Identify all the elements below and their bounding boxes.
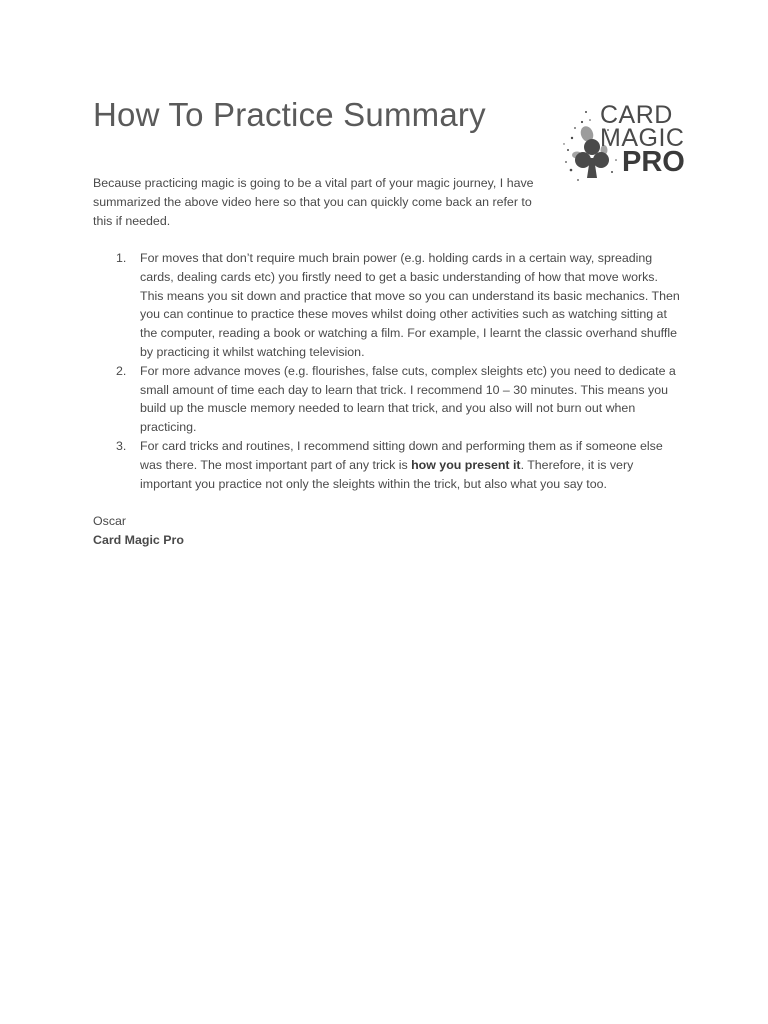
list-item xyxy=(93,362,683,437)
list-item-text-end: . Therefore, it is very important you practice not only the sleights within the trick, but also what you say too. xyxy=(140,457,634,491)
list-item xyxy=(93,249,683,362)
logo-text-magic: MAGIC xyxy=(600,124,685,152)
list-item xyxy=(93,437,683,493)
list-item-text xyxy=(140,439,663,491)
practice-steps-list xyxy=(93,249,683,493)
logo-text-pro: PRO xyxy=(622,146,685,178)
list-item-number: 3. xyxy=(116,438,127,453)
list-item-number: 1. xyxy=(116,251,127,265)
page-title: How To Practice Summary xyxy=(93,96,486,133)
card-magic-pro-logo xyxy=(560,100,710,186)
signoff xyxy=(93,512,184,550)
intro-paragraph: Because practicing magic is going to be a vital part of your magic journey, I have summarized the above video here so that you can quickly come back an refer to this if needed. xyxy=(93,176,534,228)
logo-text-card: CARD xyxy=(600,101,673,129)
brand-name: Card Magic Pro xyxy=(93,533,184,547)
list-item-text: For more advance moves (e.g. flourishes, false cuts, complex sleights etc) you need to dedicate a small amount of time each day to learn that trick. I recommend 10 – 30 minutes. This means you build up the muscle memory needed to learn that trick, and you also will not burn out when practicing. xyxy=(140,363,676,435)
list-item-text: For moves that don’t require much brain power (e.g. holding cards in a certain way, spreading cards, dealing cards etc) you firstly need to get a basic understanding of how that move works. This means you sit down and practice that move so you can understand its basic mechanics. Then you can continue to practice these moves whilst doing other activities such as watching sitting at the computer, reading a book or watching a film. For example, I learnt the classic overhand shuffle by practicing it whilst watching television. xyxy=(140,251,680,359)
list-item-number: 2. xyxy=(116,363,127,378)
emphasis-text: how you present it xyxy=(411,457,521,472)
author-name: Oscar xyxy=(93,514,127,528)
list-item-text-start: For card tricks and routines, I recommend sitting down and performing them as if someone else was there. The most important part of any trick is xyxy=(140,438,663,472)
